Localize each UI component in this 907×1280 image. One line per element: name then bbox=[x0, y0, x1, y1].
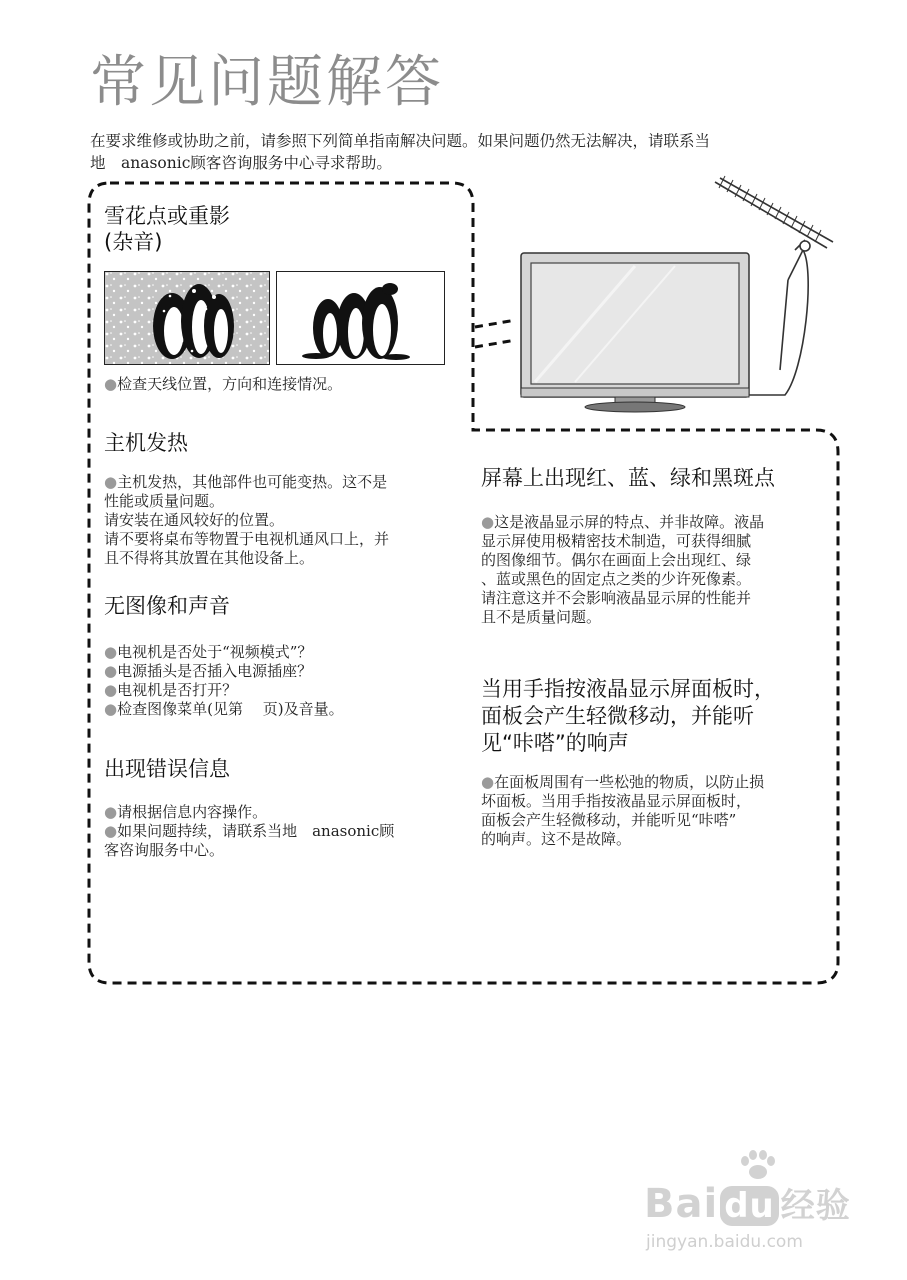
page-title: 常见问题解答 bbox=[90, 50, 444, 115]
bullet-icon: ● bbox=[104, 700, 118, 718]
heading-line: 当用手指按液晶显示屏面板时， bbox=[481, 677, 775, 701]
heading-line: 见“咔嗒”的响声 bbox=[481, 731, 629, 755]
no-picture-text bbox=[104, 643, 344, 719]
body-line: 请不要将桌布等物置于电视机通风口上，并 bbox=[104, 530, 390, 548]
body-line: 显示屏使用极精密技术制造，可获得细腻 bbox=[481, 532, 752, 550]
body-line: 坏面板。当用手指按液晶显示屏面板时， bbox=[481, 792, 752, 810]
noisy-picture-image bbox=[104, 271, 270, 365]
body-line: 且不是质量问题。 bbox=[481, 608, 602, 626]
list-item: ●电源插头是否插入电源插座？ bbox=[104, 662, 313, 680]
list-item: ●请根据信息内容操作。 bbox=[104, 803, 268, 821]
body-line: 这是液晶显示屏的特点、并非故障。液晶 bbox=[494, 513, 765, 531]
bullet-icon: ● bbox=[104, 803, 118, 821]
body-line: 的响声。这不是故障。 bbox=[481, 830, 632, 848]
body-line: 请注意这并不会影响液晶显示屏的性能并 bbox=[481, 589, 752, 607]
watermark-brand: Bai du 经验 bbox=[644, 1181, 851, 1227]
clean-picture-image bbox=[276, 271, 445, 365]
heat-heading: 主机发热 bbox=[104, 431, 188, 455]
tv-icon bbox=[521, 253, 749, 412]
bullet-icon: ● bbox=[104, 473, 118, 491]
pointer-line-top bbox=[475, 320, 516, 327]
snow-heading bbox=[104, 203, 230, 255]
bullet-icon: ● bbox=[104, 681, 118, 699]
baidu-watermark bbox=[640, 1150, 870, 1270]
heading-line: 面板会产生轻微移动，并能听 bbox=[481, 704, 754, 728]
snow-text bbox=[104, 375, 342, 394]
list-item: ●电视机是否处于“视频模式”？ bbox=[104, 643, 313, 661]
intro-line: 在要求维修或协助之前，请参照下列简单指南解决问题。如果问题仍然无法解决，请联系当 bbox=[90, 132, 711, 150]
body-line: 且不得将其放置在其他设备上。 bbox=[104, 549, 315, 567]
body-line: 请安装在通风较好的位置。 bbox=[104, 511, 285, 529]
error-heading: 出现错误信息 bbox=[104, 757, 230, 781]
error-text bbox=[104, 803, 394, 860]
body-line: 主机发热，其他部件也可能变热。这不是 bbox=[117, 473, 388, 491]
spots-heading: 屏幕上出现红、蓝、绿和黑斑点 bbox=[481, 466, 775, 490]
bullet-icon: ● bbox=[481, 513, 495, 531]
list-item: ●如果问题持续，请联系当地 anasonic顾 bbox=[104, 822, 395, 840]
no-picture-heading: 无图像和声音 bbox=[104, 594, 230, 618]
bullet-icon: ● bbox=[104, 662, 118, 680]
paw-icon bbox=[736, 1150, 780, 1180]
intro-line: 地 anasonic顾客咨询服务中心寻求帮助。 bbox=[90, 154, 392, 172]
heat-text bbox=[104, 473, 389, 568]
spots-text bbox=[481, 513, 764, 627]
bullet-icon: ● bbox=[104, 822, 118, 840]
body-line: 在面板周围有一些松弛的物质，以防止损 bbox=[494, 773, 765, 791]
list-item: ●电视机是否打开？ bbox=[104, 681, 238, 699]
press-text bbox=[481, 773, 764, 849]
heading-line: (杂音) bbox=[104, 230, 163, 254]
press-heading bbox=[481, 676, 775, 757]
list-item: ●检查图像菜单(见第 页)及音量。 bbox=[104, 700, 344, 718]
body-line: 的图像细节。偶尔在画面上会出现红、绿 bbox=[481, 551, 752, 569]
bullet-icon: ● bbox=[104, 375, 118, 393]
watermark-url: jingyan.baidu.com bbox=[646, 1232, 803, 1252]
body-line: 、蓝或黑色的固定点之类的少许死像素。 bbox=[481, 570, 752, 588]
pointer-line-bottom bbox=[475, 340, 516, 347]
tv-antenna-illustration bbox=[515, 170, 845, 420]
body-line: 性能或质量问题。 bbox=[104, 492, 225, 510]
heading-line: 雪花点或重影 bbox=[104, 204, 230, 228]
body-line: 客咨询服务中心。 bbox=[104, 841, 225, 859]
body-line: 面板会产生轻微移动，并能听见“咔嗒” bbox=[481, 811, 737, 829]
penguins-icon bbox=[153, 284, 234, 359]
body-line: 检查天线位置，方向和连接情况。 bbox=[117, 375, 343, 393]
bullet-icon: ● bbox=[481, 773, 495, 791]
bullet-icon: ● bbox=[104, 643, 118, 661]
